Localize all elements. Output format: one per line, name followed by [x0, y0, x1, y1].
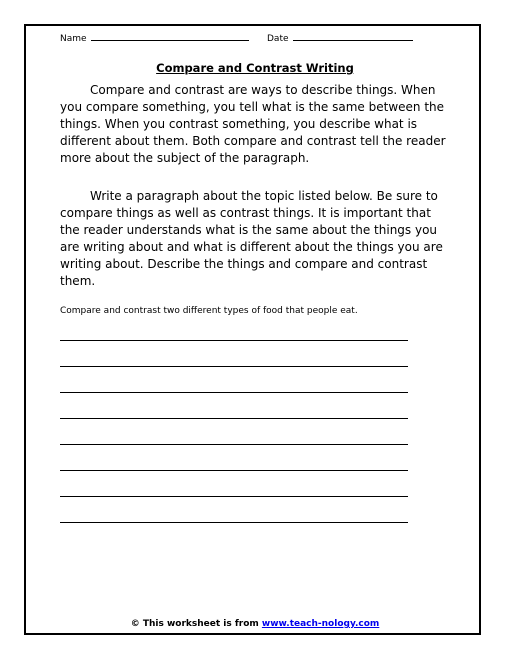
footer — [0, 617, 510, 631]
header-row — [60, 30, 460, 44]
writing-line[interactable] — [60, 522, 408, 524]
writing-line[interactable] — [60, 444, 408, 446]
date-label: Date — [267, 34, 289, 44]
writing-line[interactable] — [60, 340, 408, 342]
writing-line[interactable] — [60, 470, 408, 472]
footer-link[interactable]: www.teach-nology.com — [261, 619, 380, 629]
date-field[interactable] — [293, 30, 413, 41]
writing-lines[interactable] — [60, 340, 408, 548]
instruction-paragraph-2: Write a paragraph about the topic listed below. Be sure to compare things as well as contrast things. It is important that the reader understands what is the same about the things you are writing about and what is different about the things you are writing about. Describe the things and compare and contrast them. — [60, 189, 443, 288]
date-group — [267, 30, 413, 46]
worksheet-title: Compare and Contrast Writing — [156, 61, 354, 75]
writing-line[interactable] — [60, 392, 408, 394]
footer-copyright: © This worksheet is from — [130, 619, 262, 629]
writing-prompt: Compare and contrast two different types of food that people eat. — [60, 306, 358, 316]
name-field[interactable] — [91, 30, 249, 41]
writing-line[interactable] — [60, 418, 408, 420]
instruction-paragraph-1: Compare and contrast are ways to describe things. When you compare something, you tell what is the same between the things. When you contrast something, you describe what is different about them. Both compare and contrast tell the reader more about the subject of the paragraph. — [60, 83, 446, 165]
name-label: Name — [60, 34, 87, 44]
writing-line[interactable] — [60, 366, 408, 368]
writing-line[interactable] — [60, 496, 408, 498]
